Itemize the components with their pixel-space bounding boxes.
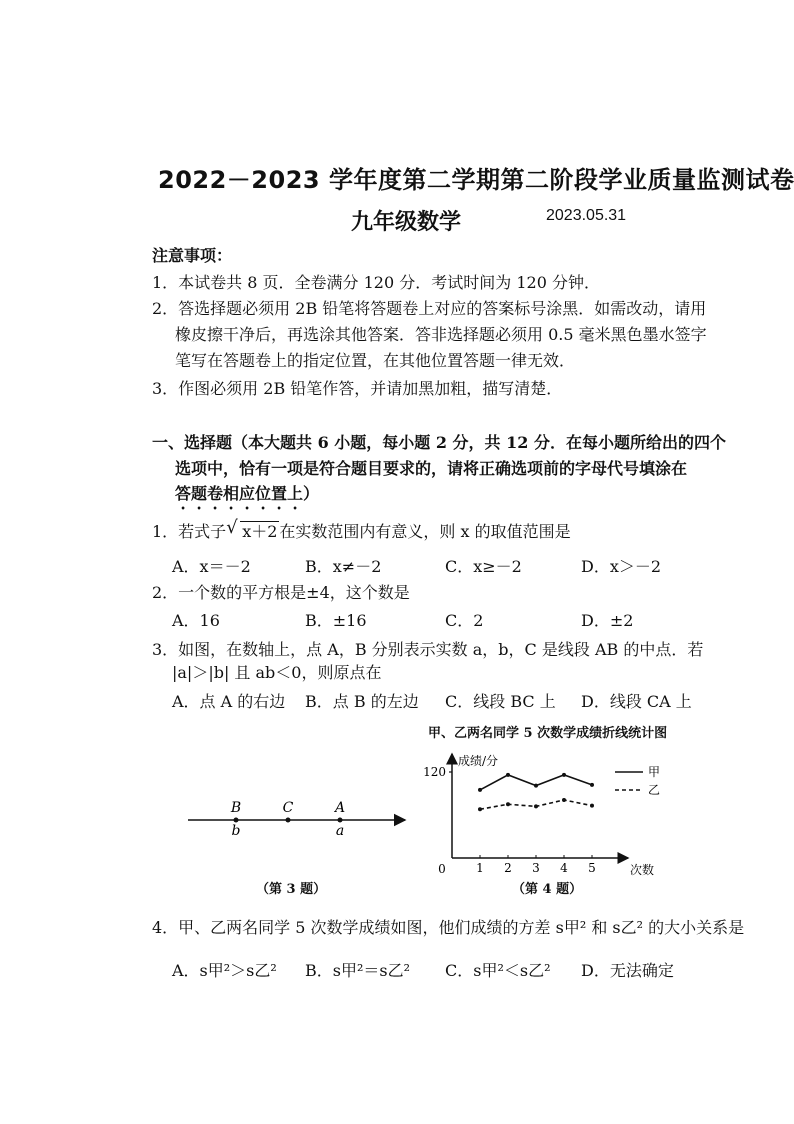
note-item-2-cont1: 橡皮擦干净后，再选涂其他答案．答非选择题必须用 0.5 毫米黑色墨水签字 xyxy=(175,325,707,344)
exam-title: 2022－2023 学年度第二学期第二阶段学业质量监测试卷 xyxy=(158,166,794,194)
label-c-top: C xyxy=(282,800,294,816)
series-point-yi-1 xyxy=(478,807,482,811)
legend-label-yi: 乙 xyxy=(648,783,661,797)
q1-option-c: C．x≥－2 xyxy=(445,557,522,576)
series-point-jia-1 xyxy=(478,788,482,792)
note-item-2: 2．答选择题必须用 2B 铅笔将答题卷上对应的答案标号涂黑．如需改动，请用 xyxy=(152,299,707,318)
q2-option-a: A．16 xyxy=(172,611,220,630)
note-item-1: 1．本试卷共 8 页．全卷满分 120 分．考试时间为 120 分钟． xyxy=(152,273,600,292)
q2-option-b: B．±16 xyxy=(305,611,367,630)
score-line-chart xyxy=(420,748,665,876)
q1-option-b: B．x≠－2 xyxy=(305,557,382,576)
sqrt-icon: √ xyxy=(226,517,238,538)
chart-y-axis-label: 成绩/分 xyxy=(458,754,499,768)
q2-option-d: D．±2 xyxy=(581,611,634,630)
q4-option-a: A．s甲²＞s乙² xyxy=(172,961,277,980)
sqrt-expression xyxy=(226,519,279,542)
series-point-jia-2 xyxy=(506,773,510,777)
q2-option-c: C．2 xyxy=(445,611,484,630)
chart-x-tick-2: 2 xyxy=(504,861,512,875)
point-a-dot xyxy=(338,818,343,823)
point-b-dot xyxy=(234,818,239,823)
label-a-top: A xyxy=(334,800,346,816)
q4-option-b: B．s甲²＝s乙² xyxy=(305,961,411,980)
number-line-figure xyxy=(180,795,410,845)
q4-option-c: C．s甲²＜s乙² xyxy=(445,961,551,980)
series-point-yi-3 xyxy=(534,804,538,808)
q3-option-d: D．线段 CA 上 xyxy=(581,692,692,711)
note-item-2-cont2: 笔写在答题卷上的指定位置，在其他位置答题一律无效． xyxy=(175,351,576,370)
q1-suffix: 在实数范围内有意义，则 x 的取值范围是 xyxy=(279,522,571,541)
label-b-top: B xyxy=(230,800,242,816)
q4-figure-caption: （第 4 题） xyxy=(512,882,583,897)
q1-prefix: 1．若式子 xyxy=(152,522,227,541)
q4-stem: 4．甲、乙两名同学 5 次数学成绩如图，他们成绩的方差 s甲² 和 s乙² 的大小关系是 xyxy=(152,918,745,937)
exam-date: 2023.05.31 xyxy=(546,207,627,224)
section1-line3-emphasis: 答题卷相应位置上 xyxy=(175,484,304,503)
section1-line2: 选项中，恰有一项是符合题目要求的，请将正确选项前的字母代号填涂在 xyxy=(175,459,688,478)
series-point-yi-4 xyxy=(562,798,566,802)
note-item-3: 3．作图必须用 2B 铅笔作答，并请加黑加粗，描写清楚． xyxy=(152,379,563,398)
q3-stem-line2: |a|＞|b| 且 ab＜0，则原点在 xyxy=(172,663,382,682)
series-line-jia xyxy=(480,775,592,790)
chart-x-tick-1: 1 xyxy=(476,861,484,875)
series-point-jia-5 xyxy=(590,783,594,787)
legend-label-jia: 甲 xyxy=(648,765,661,779)
q4-option-d: D．无法确定 xyxy=(581,961,674,980)
chart-x-axis-label: 次数 xyxy=(630,863,655,876)
series-point-jia-3 xyxy=(534,784,538,788)
q1-radicand: x＋2 xyxy=(242,522,278,541)
series-point-yi-5 xyxy=(590,804,594,808)
exam-subtitle: 九年级数学 xyxy=(351,210,462,235)
chart-x-tick-4: 4 xyxy=(560,861,568,875)
label-a-bottom: a xyxy=(335,823,345,839)
chart-title: 甲、乙两名同学 5 次数学成绩折线统计图 xyxy=(428,726,668,741)
point-c-dot xyxy=(286,818,291,823)
chart-y-tick-120: 120 xyxy=(423,765,446,779)
q1-stem xyxy=(152,519,571,542)
q3-option-b: B．点 B 的左边 xyxy=(305,692,419,711)
q3-option-a: A．点 A 的右边 xyxy=(172,692,286,711)
q1-option-d: D．x＞－2 xyxy=(581,557,662,576)
q3-option-c: C．线段 BC 上 xyxy=(445,692,556,711)
section1-line3-end: ） xyxy=(303,484,320,503)
q3-stem-line1: 3．如图，在数轴上，点 A，B 分别表示实数 a，b，C 是线段 AB 的中点．若 xyxy=(152,640,704,659)
q1-option-a: A．x＝－2 xyxy=(172,557,251,576)
notes-heading: 注意事项： xyxy=(152,246,233,265)
chart-x-tick-5: 5 xyxy=(588,861,596,875)
label-b-bottom: b xyxy=(231,823,241,839)
q3-figure-caption: （第 3 题） xyxy=(256,882,327,897)
section1-line1: 一、选择题（本大题共 6 小题，每小题 2 分，共 12 分．在每小题所给出的四个 xyxy=(152,433,726,452)
series-point-jia-4 xyxy=(562,773,566,777)
q2-stem: 2．一个数的平方根是±4，这个数是 xyxy=(152,583,410,602)
chart-x-tick-3: 3 xyxy=(532,861,540,875)
chart-origin-label: 0 xyxy=(438,862,446,876)
section1-line3 xyxy=(175,481,319,513)
series-point-yi-2 xyxy=(506,802,510,806)
